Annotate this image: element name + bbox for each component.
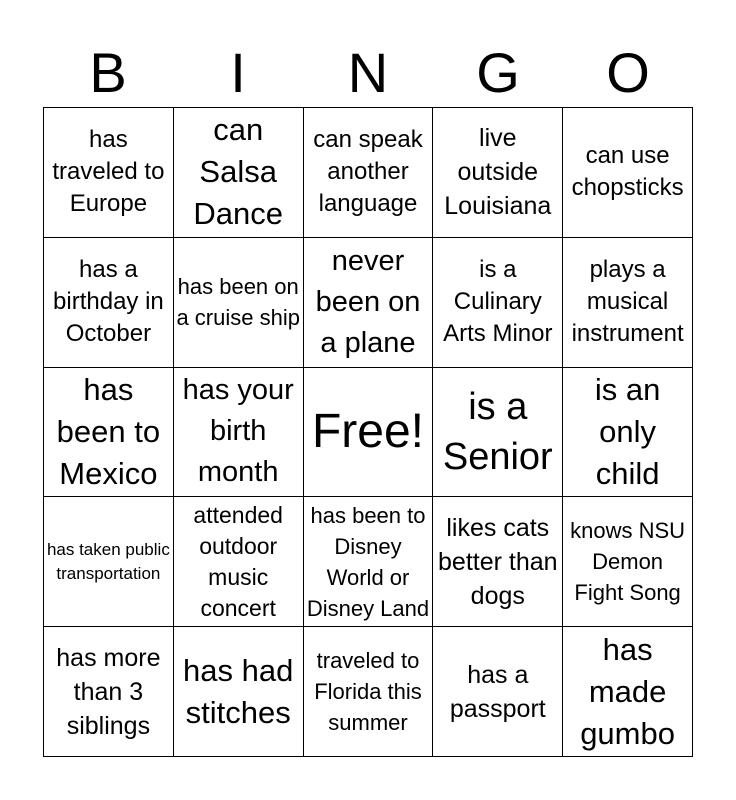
cell-text: plays a musical instrument bbox=[571, 256, 684, 348]
cell-text: is an only child bbox=[594, 371, 661, 491]
bingo-cell-r4-c2[interactable] bbox=[174, 497, 304, 627]
header-letter-n: N bbox=[347, 41, 389, 104]
cell-text: has a passport bbox=[449, 660, 546, 723]
bingo-cell-r5-c2[interactable] bbox=[174, 627, 304, 757]
bingo-cell-r5-c5[interactable] bbox=[563, 627, 693, 757]
cell-text: has taken public transportation bbox=[46, 539, 170, 583]
bingo-cell-r2-c2[interactable] bbox=[174, 238, 304, 368]
cell-text: knows NSU Demon Fight Song bbox=[570, 518, 686, 606]
bingo-cell-r3-c5[interactable] bbox=[563, 368, 693, 498]
bingo-cell-r1-c5[interactable] bbox=[563, 108, 693, 238]
cell-text: is a Senior bbox=[442, 385, 553, 478]
bingo-cell-r4-c4[interactable] bbox=[433, 497, 563, 627]
bingo-cell-r3-c2[interactable] bbox=[174, 368, 304, 498]
cell-text: attended outdoor music concert bbox=[193, 501, 283, 621]
bingo-card-grid bbox=[43, 107, 693, 757]
cell-text: has been on a cruise ship bbox=[176, 274, 300, 331]
header-letter-o: O bbox=[606, 41, 650, 104]
cell-text: can use chopsticks bbox=[571, 142, 684, 202]
header-letter-i: I bbox=[230, 41, 246, 104]
bingo-cell-r5-c1[interactable] bbox=[44, 627, 174, 757]
bingo-cell-free[interactable] bbox=[304, 368, 434, 498]
bingo-cell-r4-c1[interactable] bbox=[44, 497, 174, 627]
bingo-cell-r1-c1[interactable] bbox=[44, 108, 174, 238]
bingo-cell-r1-c4[interactable] bbox=[433, 108, 563, 238]
cell-text: can speak another language bbox=[313, 126, 423, 218]
bingo-cell-r5-c3[interactable] bbox=[304, 627, 434, 757]
cell-text: has traveled to Europe bbox=[52, 126, 165, 218]
cell-text: has been to Mexico bbox=[56, 371, 161, 491]
cell-text: traveled to Florida this summer bbox=[314, 648, 422, 736]
bingo-cell-r1-c2[interactable] bbox=[174, 108, 304, 238]
bingo-cell-r4-c5[interactable] bbox=[563, 497, 693, 627]
cell-text: has had stitches bbox=[183, 652, 294, 730]
bingo-cell-r2-c3[interactable] bbox=[304, 238, 434, 368]
bingo-cell-r4-c3[interactable] bbox=[304, 497, 434, 627]
cell-text: has made gumbo bbox=[580, 631, 675, 751]
cell-text: never been on a plane bbox=[315, 244, 421, 359]
cell-text: has been to Disney World or Disney Land bbox=[306, 502, 430, 621]
free-space-text: Free! bbox=[311, 404, 424, 458]
bingo-cell-r3-c1[interactable] bbox=[44, 368, 174, 498]
cell-text: is a Culinary Arts Minor bbox=[443, 256, 553, 348]
header-letter-b: B bbox=[89, 41, 127, 104]
bingo-header bbox=[43, 40, 693, 106]
cell-text: live outside Louisiana bbox=[444, 124, 552, 221]
cell-text: has more than 3 siblings bbox=[56, 643, 161, 740]
bingo-cell-r2-c4[interactable] bbox=[433, 238, 563, 368]
header-letter-g: G bbox=[476, 41, 520, 104]
bingo-cell-r2-c5[interactable] bbox=[563, 238, 693, 368]
bingo-cell-r3-c4[interactable] bbox=[433, 368, 563, 498]
bingo-cell-r2-c1[interactable] bbox=[44, 238, 174, 368]
cell-text: likes cats better than dogs bbox=[438, 513, 558, 610]
cell-text: can Salsa Dance bbox=[193, 112, 283, 232]
bingo-cell-r5-c4[interactable] bbox=[433, 627, 563, 757]
bingo-cell-r1-c3[interactable] bbox=[304, 108, 434, 238]
cell-text: has a birthday in October bbox=[53, 256, 164, 348]
cell-text: has your birth month bbox=[182, 374, 294, 489]
